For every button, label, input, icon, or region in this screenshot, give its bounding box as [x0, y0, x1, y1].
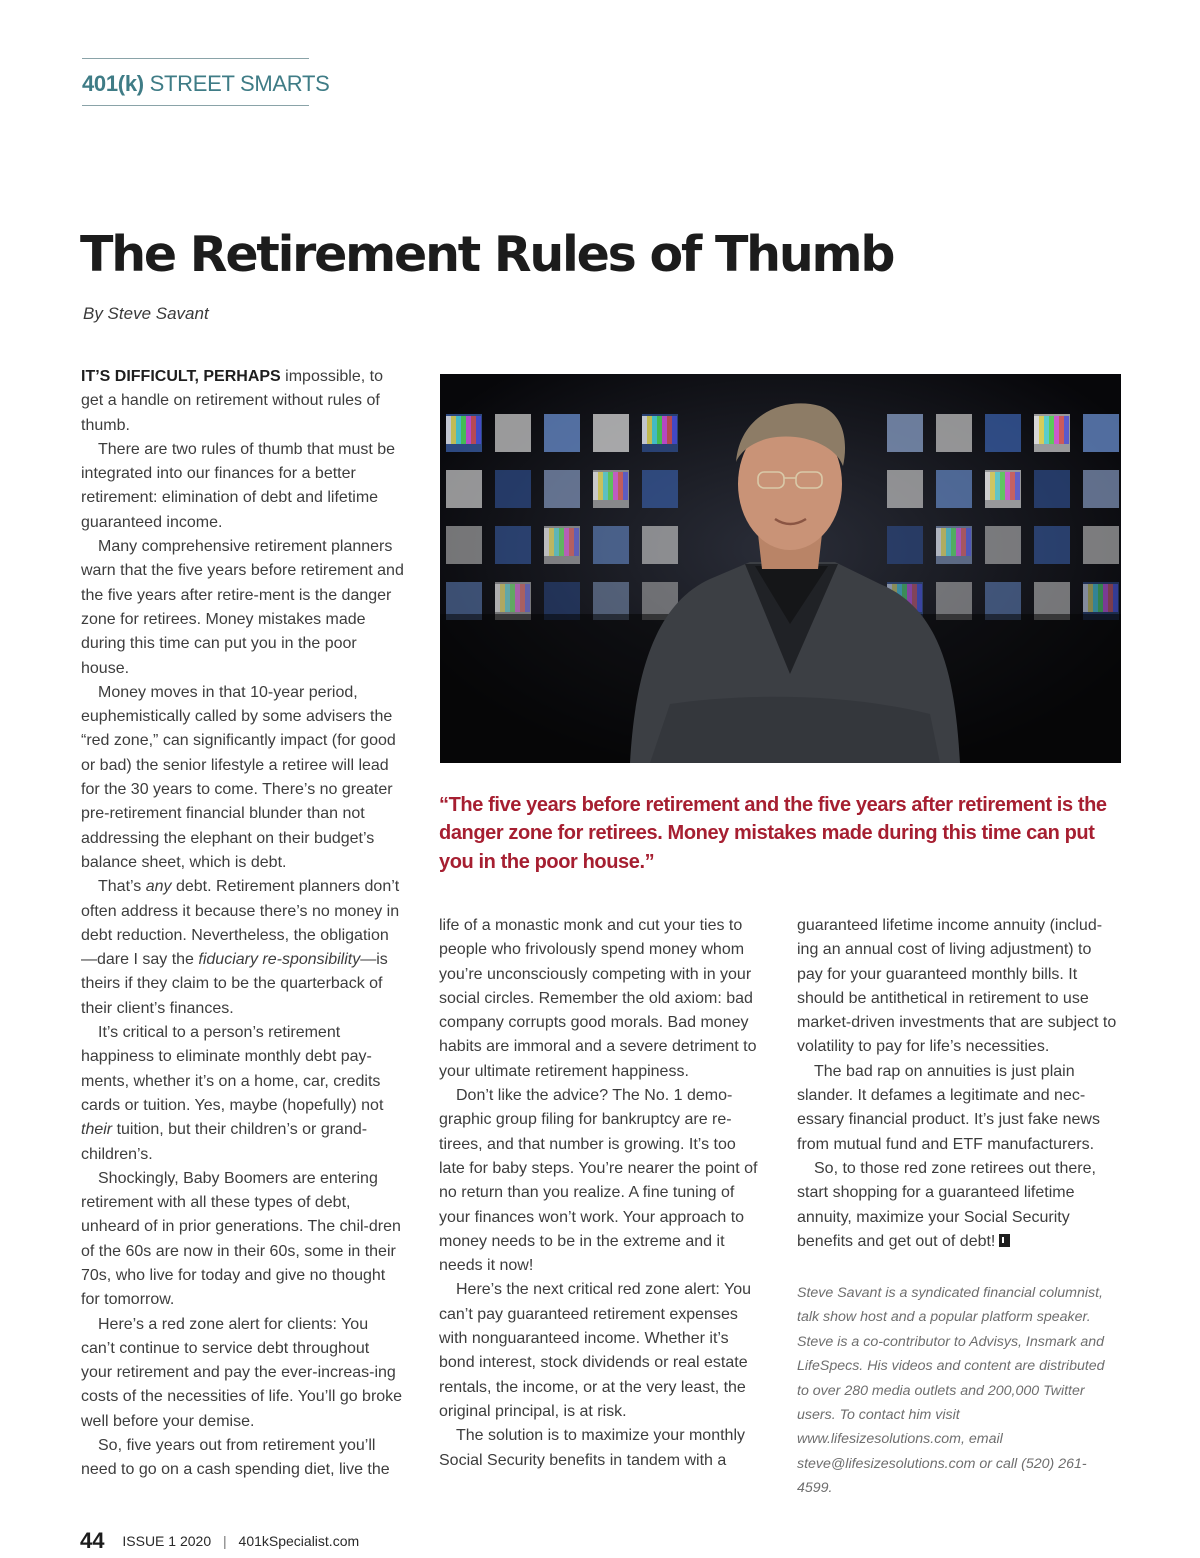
color-bar [456, 416, 461, 444]
emphasis: any [145, 878, 172, 896]
text-run: That’s [98, 878, 146, 896]
article-column-3 [797, 914, 1119, 1254]
monitor-screen [495, 526, 531, 564]
body-paragraph: Shockingly, Baby Boomers are entering retirement with all these types of debt, unheard of in prior generations. The chil-dren of the 60s are now in their 60s, some in their 70s, who live for today and give no thought for tomorrow. [81, 1169, 401, 1309]
monitor-screen [544, 414, 580, 452]
color-bar [471, 416, 476, 444]
body-paragraph: The bad rap on annuities is just plain slander. It defames a legitimate and nec-essary financial product. It’s just fake news from mutual fund and ETF manufacturers. [797, 1062, 1100, 1153]
body-paragraph: Here’s a red zone alert for clients: You can’t continue to service debt throughout your retirement and pay the ever-increas-ing costs of the necessities of life. You’ll go broke well before your demise. [81, 1315, 403, 1430]
text-run: —is theirs if they claim to be the quarterback of their client’s finances. [81, 951, 388, 1017]
monitor-screen [1034, 526, 1070, 564]
color-bar [559, 528, 564, 556]
monitor-screen [887, 470, 923, 508]
site-link[interactable]: 401kSpecialist.com [238, 1533, 360, 1549]
color-bar [451, 416, 456, 444]
body-paragraph: The solution is to maximize your monthly Social Security benefits in tandem with a [439, 1427, 745, 1469]
color-bar [603, 472, 608, 500]
body-paragraph: guaranteed lifetime income annuity (includ-ing an annual cost of living adjustment) to pay for your guaranteed monthly bills. It should be antithetical in retirement to use market-driven investments that are subject to volatility to pay for life’s necessities. [797, 917, 1117, 1056]
color-bar [662, 416, 667, 444]
color-bar [1083, 584, 1088, 612]
color-bar [461, 416, 466, 444]
color-bar [623, 472, 628, 500]
end-mark-icon [999, 1234, 1010, 1247]
color-bar [642, 416, 647, 444]
color-bar [554, 528, 559, 556]
color-bar [956, 528, 961, 556]
color-bar [1093, 584, 1098, 612]
lead-caps: IT’S DIFFICULT, PERHAPS [81, 368, 281, 385]
emphasis: fiduciary re-sponsibility [198, 951, 361, 969]
color-bar [593, 472, 598, 500]
color-bar [1015, 472, 1020, 500]
article-column-1 [81, 365, 404, 1483]
monitor-screen [593, 414, 629, 452]
body-paragraph: Many comprehensive retirement planners warn that the five years before retirement and the five years after retire-ment is the danger zone for retirees. Money mistakes made during this time can put you in the poor house. [81, 538, 404, 677]
color-bar [1054, 416, 1059, 444]
monitor-screen [642, 470, 678, 508]
closing-text: So, to those red zone retirees out there, start shopping for a guaranteed lifetime annuity, maximize your Social Security benefits and get out of debt! [797, 1159, 1096, 1250]
color-bar [564, 528, 569, 556]
color-bar [951, 528, 956, 556]
color-bar [510, 584, 515, 612]
text-run: debt. Retirement planners don’t often address it because there’s no money in debt reduction. Nevertheless, the obligation—dare I say the [81, 878, 400, 969]
monitor-screen [887, 414, 923, 452]
color-bar [652, 416, 657, 444]
color-bar [505, 584, 510, 612]
color-bar [1108, 584, 1113, 612]
body-paragraph [81, 875, 404, 1021]
body-paragraph: Don’t like the advice? The No. 1 demo-graphic group filing for bankruptcy are re-tirees, and that number is growing. It’s too late for baby steps. You’re nearer the point of no return than you realize. A fine tuning of your finances won’t work. Your approach to money needs to be in the extreme and it needs it now! [439, 1087, 758, 1275]
monitor-screen [544, 470, 580, 508]
color-bar [1034, 416, 1039, 444]
color-bar [1039, 416, 1044, 444]
color-bar [569, 528, 574, 556]
color-bar [574, 528, 579, 556]
color-bar [1010, 472, 1015, 500]
color-bar [966, 528, 971, 556]
pull-quote: “The five years before retirement and the five years after retirement is the danger zone for retirees. Money mistakes made during this time can put you in the poor house.” [439, 794, 1107, 873]
color-bar [995, 472, 1000, 500]
color-bar [961, 528, 966, 556]
body-paragraph: There are two rules of thumb that must be integrated into our finances for a better retirement: elimination of debt and lifetime guaranteed income. [81, 440, 396, 531]
body-paragraph: So, five years out from retirement you’ll need to go on a cash spending diet, live the [81, 1437, 390, 1479]
emphasis: their [81, 1121, 113, 1139]
monitor-screen [985, 526, 1021, 564]
color-bar [941, 528, 946, 556]
color-bar [1059, 416, 1064, 444]
color-bar [598, 472, 603, 500]
monitor-screen [495, 470, 531, 508]
color-bar [990, 472, 995, 500]
color-bar [613, 472, 618, 500]
monitor-screen [446, 526, 482, 564]
color-bar [657, 416, 662, 444]
text-run: It’s critical to a person’s retirement happiness to eliminate monthly debt pay-ments, whether it’s on a home, car, credits cards or tuition. Yes, maybe (hopefully) not [81, 1024, 384, 1114]
monitor-screen [1083, 470, 1119, 508]
color-bar [446, 416, 451, 444]
monitor-screen [985, 414, 1021, 452]
color-bar [1103, 584, 1108, 612]
color-bar [647, 416, 652, 444]
color-bar [466, 416, 471, 444]
article-title: The Retirement Rules of Thumb [80, 226, 894, 283]
color-bar [520, 584, 525, 612]
monitor-screen [1083, 414, 1119, 452]
monitor-screen [1034, 470, 1070, 508]
author-photo [440, 374, 1121, 763]
page-footer [80, 1528, 359, 1554]
color-bar [618, 472, 623, 500]
color-bar [917, 584, 922, 612]
color-bar [495, 584, 500, 612]
color-bar [1088, 584, 1093, 612]
monitor-screen [936, 470, 972, 508]
color-bar [1005, 472, 1010, 500]
body-paragraph: life of a monastic monk and cut your ties to people who frivolously spend money whom you’re unconsciously competing with in your social circles. Remember the old axiom: bad company corrupts good morals. Bad money habits are immoral and a severe detriment to your ultimate retirement happiness. [439, 917, 757, 1080]
text-run: tuition, but their children’s or grand-children’s. [81, 1121, 368, 1163]
author-bio: Steve Savant is a syndicated financial columnist, talk show host and a popular platform speaker. Steve is a co-contributor to Advisys, Insmark and LifeSpecs. His videos and content are distributed to over 280 media outlets and 200,000 Twitter users. To contact him visit www.lifesizesolutions.com, email steve@lifesizesolutions.com or call (520) 261-4599. [797, 1285, 1105, 1497]
color-bar [1000, 472, 1005, 500]
color-bar [1049, 416, 1054, 444]
section-tag-bold: 401(k) [82, 71, 144, 96]
lead-paragraph [81, 365, 404, 438]
monitor-screen [642, 526, 678, 564]
byline: By Steve Savant [83, 304, 209, 323]
color-bar [515, 584, 520, 612]
section-tag [82, 58, 330, 106]
color-bar [608, 472, 613, 500]
article-column-2 [439, 914, 763, 1473]
color-bar [667, 416, 672, 444]
color-bar [549, 528, 554, 556]
color-bar [1044, 416, 1049, 444]
color-bar [500, 584, 505, 612]
monitor-screen [887, 526, 923, 564]
color-bar [672, 416, 677, 444]
issue-label: ISSUE 1 2020 [122, 1533, 212, 1549]
color-bar [946, 528, 951, 556]
color-bar [476, 416, 481, 444]
monitor-screen [936, 414, 972, 452]
color-bar [544, 528, 549, 556]
footer-divider: | [223, 1533, 227, 1549]
color-bar [1098, 584, 1103, 612]
lead-text: impossible, to get a handle on retirement without rules of thumb. [81, 368, 383, 434]
page-number: 44 [80, 1528, 105, 1553]
body-paragraph [797, 1157, 1119, 1254]
color-bar [936, 528, 941, 556]
color-bar [1113, 584, 1118, 612]
monitor-screen [495, 414, 531, 452]
body-paragraph [81, 1021, 404, 1167]
monitor-screen [446, 470, 482, 508]
body-paragraph: Money moves in that 10-year period, euphemistically called by some advisers the “red zone,” can significantly impact (for good or bad) the senior lifestyle a retiree will lead for the 30 years to come. There’s no greater pre-retirement financial blunder than not addressing the elephant on their budget’s balance sheet, which is debt. [81, 683, 396, 871]
monitor-screen [1083, 526, 1119, 564]
body-paragraph: Here’s the next critical red zone alert: You can’t pay guaranteed retirement expenses with nonguaranteed income. Whether it’s bond interest, stock dividends or real estate rentals, the income, or at the very least, the original principal, is at risk. [439, 1281, 751, 1420]
section-tag-text: STREET SMARTS [149, 71, 330, 96]
monitor-screen [593, 526, 629, 564]
color-bar [1064, 416, 1069, 444]
color-bar [525, 584, 530, 612]
color-bar [985, 472, 990, 500]
